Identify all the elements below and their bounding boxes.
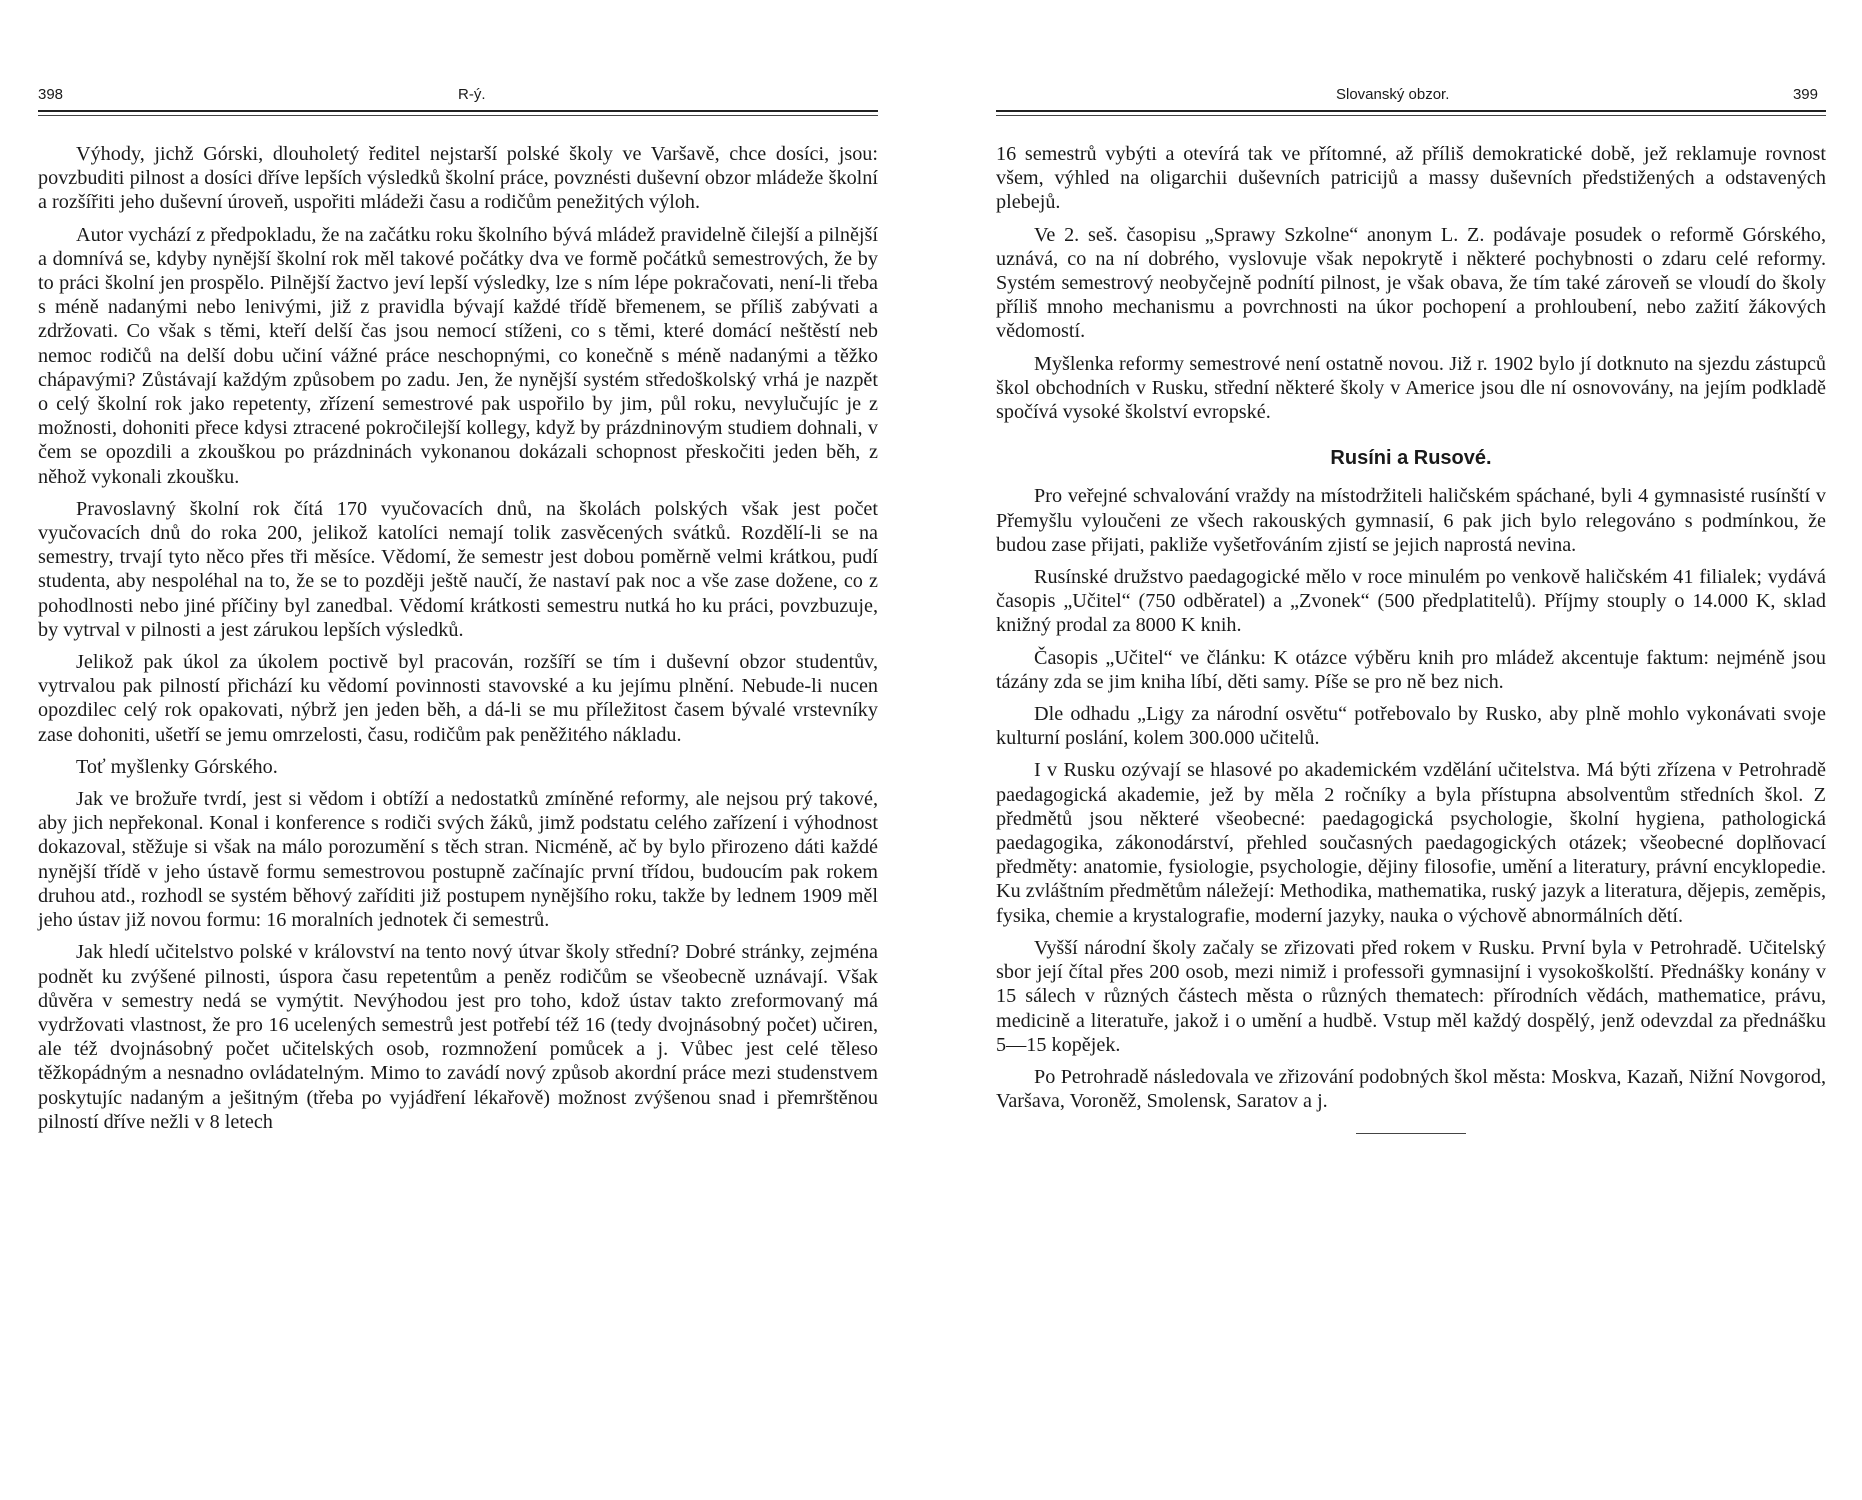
paragraph: I v Rusku ozývají se hlasové po akademickém vzdělání učitelstva. Má býti zřízena v Petrohradě paedagogická akademie, jež by měla 2 ročníky a byla přístupna absolventům středních škol. Z předmětů jsou některé všeobecné: paedagogická psychologie, školní hygiena, pathologická paedagogika, zákonodárství, přehled současných paedagogických otázek; všeobecné doplňovací předměty: anatomie, fysiologie, psychologie, dějiny filosofie, umění a literatury, právní encyklopedie. Ku zvláštním předmětům náležejí: Methodika, mathematika, ruský jazyk a literatura, dějepis, zeměpis, fysika, chemie a krystalografie, moderní jazyky, nauka o výchově abnormálních dětí. (996, 759, 1826, 927)
paragraph: Výhody, jichž Górski, dlouholetý ředitel nejstarší polské školy ve Varšavě, chce dosíci, jsou: povzbuditi pilnost a dosíci dříve lepších výsledků školní práce, povznésti duševní obzor mládeže školní a rozšířiti jeho duševní úroveň, uspořiti mládeži času a rodičům penežitých výloh. (38, 143, 878, 214)
header-rule-thin (38, 115, 878, 116)
paragraph: Jak ve brožuře tvrdí, jest si vědom i obtíží a nedostatků zmíněné reformy, ale nejsou prý takové, aby jich nepřekonal. Konal i konference s rodiči svých žáků, jimž podstatu celého zařízení i výhodnost dokazoval, stěžuje si však na málo porozumění s těch stran. Nicméně, ač by bylo přirozeno dáti každé nynější třídě v jeho ústavě formu semestrovou postupně začínajíc první třídou, budoucím pak rokem druhou atd., rozhodl se systém běhový zaříditi již postupem nynějšího roku, takže by lednem 1909 měl jeho ústav již novou formu: 16 moralních jednotek či semestrů. (38, 788, 878, 932)
left-page (38, 0, 878, 1500)
header-rule (996, 110, 1826, 112)
running-head: Slovanský obzor. (1336, 86, 1450, 103)
section-heading: Rusíni a Rusové. (1330, 447, 1492, 470)
right-page (996, 0, 1826, 1500)
paragraph: Jelikož pak úkol za úkolem poctivě byl pracován, rozšíří se tím i duševní obzor studentův, vytrvalou pak pilností přichází ku vědomí povinnosti stavovské a ku jejímu plnění. Nebude-li nucen opozdilec celý rok opakovati, nýbrž jen jeden běh, a dá-li se mu příležitost časem bývalé vrstevníky zase dohoniti, ušetří se jemu omrzelosti, času, rodičům pak peněžitého nákladu. (38, 651, 878, 746)
right-body-text (996, 142, 1826, 1134)
left-body-text (38, 142, 878, 1134)
paragraph: Dle odhadu „Ligy za národní osvětu“ potřebovalo by Rusko, aby plně mohlo vykonávati svoje kulturní poslání, kolem 300.000 učitelů. (996, 703, 1826, 750)
paragraph: Toť myšlenky Górského. (76, 755, 278, 778)
page-number: 399 (1792, 86, 1818, 103)
page-header (38, 86, 878, 106)
running-head: R-ý. (458, 86, 486, 103)
end-rule (1356, 1133, 1466, 1134)
paragraph: Pravoslavný školní rok čítá 170 vyučovacích dnů, na školách polských však jest počet vyučovacích dnů do roka 200, jelikož katolíci nemají tolik zasvěcených svátků. Rozdělí-li se na semestry, trvají tyto něco přes tři měsíce. Vědomí, že semestr jest dobou poměrně velmi krátkou, pudí studenta, aby nespoléhal na to, že se to později ještě naučí, že nastaví pak noc a vše zase dožene, co z pohodlnosti nebo jiné příčiny byl zanedbal. Vědomí krátkosti semestru nutká ho ku práci, povzbuzuje, by vytrval v pilnosti a jest zárukou lepších výsledků. (38, 497, 878, 641)
paragraph: Myšlenka reformy semestrové není ostatně novou. Již r. 1902 bylo jí dotknuto na sjezdu zástupců škol obchodních v Rusku, střední některé školy v Americe jsou dle ní osnovovány, na jejím podkladě spočívá vysoké školství evropské. (996, 352, 1826, 424)
paragraph: 16 semestrů vybýti a otevírá tak ve přítomné, až příliš demokratické době, jež reklamuje rovnost všem, výhled na oligarchii duševních patriciјů a massy duševních předstižených a odstavených plebejů. (996, 143, 1826, 214)
page-header (996, 86, 1826, 106)
paragraph: Vyšší národní školy začaly se zřizovati před rokem v Rusku. První byla v Petrohradě. Učitelský sbor její čítal přes 200 osob, mezi nimiž i professoři gymnasijní i vysokoškolští. Přednášky konány v 15 sálech v různých částech města o různých thematech: přírodních vědách, mathematice, právu, medicině a literatuře, jakož i o umění a hudbě. Vstup měl každý dospělý, jenž odevzdal za přednášku 5—15 kopějek. (996, 936, 1826, 1056)
header-rule (38, 110, 878, 112)
paragraph: Rusínské družstvo paedagogické mělo v roce minulém po venkově haličském 41 filialek; vydává časopis „Učitel“ (750 odběratel) a „Zvonek“ (500 předplatitelů). Příjmy stouply o 14.000 K, sklad knižný prodal za 8000 K knih. (996, 566, 1826, 637)
paragraph: Autor vychází z předpokladu, že na začátku roku školního bývá mládež pravidelně čilejší a pilnější a domnívá se, kdyby nynější školní rok měl takové počátky dva ve formě počátků semestrových, že by to práci školní jen prospělo. Pilnější žactvo jeví lepší výsledky, lze s ním lépe pokračovati, není-li třeba s méně nadanými nebo lenivými, již z pravidla bývají každé třídě břemenem, se příliš zabývati a zdržovati. Co však s těmi, kteří delší čas jsou nemocí stíženi, co s těmi, které domácí neštěstí neb nemoc rodičů na delší dobu učiní vážné práce neschopnými, co konečně s méně nadanými a těžko chápavými? Zůstávají každým způsobem po zadu. Jen, že nynější systém středoškolský vrhá je nazpět o celý školní rok jako repetenty, zřízení semestrové pak uspořilo by jim, půl roku, nevylučujíc je z možnosti, dohoniti přece kdysi ztracené pokročilejší kollegy, když by prázdninovým studiem dohnali, v čem se opozdili a zkouškou po prázdninách vykonanou dokázali schopnost přeskočiti jeden běh, z něhož vykonali zkoušku. (38, 223, 878, 488)
header-rule-thin (996, 115, 1826, 116)
paragraph: Jak hledí učitelstvo polské v království na tento nový útvar školy střední? Dobré stránky, zejména podnět ku zvýšené pilnosti, úspora času repetentům a peněz rodičům se všeobecně uznávají. Však důvěra v semestry nedá se vymýtit. Nevýhodou jest pro toho, kdož ústav takto zreformovaný má vydržovati vlastnost, že pro 16 ucelených semestrů jest potřebí též 16 (tedy dvojnásobný počet) učiren, ale též dvojnásobný počet učitelských osob, rozmnožení pomůcek a j. Vůbec jest celé těleso těžkopádným a nesnadno ovládatelným. Mimo to zavádí nový způsob akordní práce mezi studenstvem poskytujíc nadaným a ješitným (třeba po vyjádření lékařově) možnost zvýšenou snad i přemrštěnou pilností dříve nežli v 8 letech (38, 941, 878, 1133)
paragraph: Časopis „Učitel“ ve článku: K otázce výběru knih pro mládež akcentuje faktum: nejméně jsou tázány zda se jim kniha líbí, děti samy. Píše se pro ně bez nich. (996, 646, 1826, 693)
paragraph: Pro veřejné schvalování vraždy na místodržiteli haličském spáchané, byli 4 gymnasisté rusínští v Přemyšlu vyloučeni ze všech rakouských gymnasií, 6 pak jich bylo relegováno s podmínkou, že budou zase přijati, pakliže vyšetřováním zjistí se jejich naprostá nevina. (996, 485, 1826, 556)
page-number: 398 (38, 86, 64, 103)
paragraph: Po Petrohradě následovala ve zřizování podobných škol města: Moskva, Kazaň, Nižní Novgorod, Varšava, Voroněž, Smolensk, Saratov a j. (996, 1065, 1826, 1113)
paragraph: Ve 2. seš. časopisu „Sprawy Szkolne“ anonym L. Z. podávaje posudek o reformě Górského, uznává, co na ní dobrého, vyslovuje však nepokrytě i některé pochybnosti o zdaru celé reformy. Systém semestrový neobyčejně podnítí pilnost, je však obava, že tím také zároveň se vloudí do školy příliš mnoho mechanismu a povrchnosti na úkor pochopení a prohloubení, nebo zažití žákových vědomostí. (996, 223, 1826, 343)
